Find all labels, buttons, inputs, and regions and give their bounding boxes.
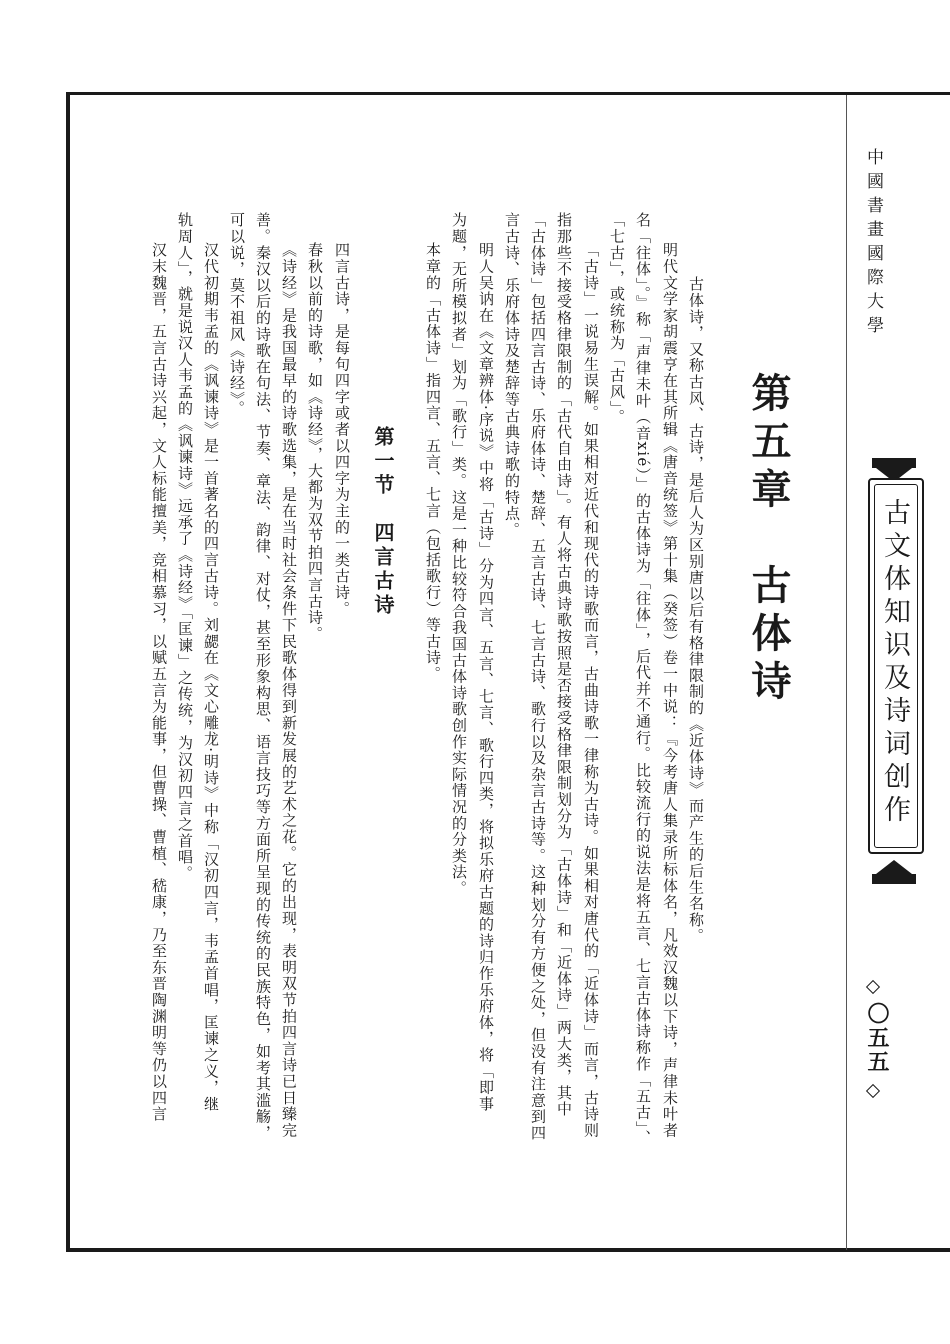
- section-title: 第一节 四言古诗: [371, 426, 395, 618]
- title-banner-top-bar: [872, 458, 916, 468]
- body-column: 汉末魏晋，五言古诗兴起，文人标能擅美，竞相慕习，以赋五言为能事，但曹操、曹植、嵇康，乃至东晋陶渊明等仍以四言: [150, 242, 168, 1123]
- body-column: 「古体诗」包括四言古诗、乐府体诗、楚辞、五言古诗、七言古诗、歌行以及杂言古诗等。这种划分有方便之处，但没有注意到四: [529, 212, 547, 1142]
- chapter-title: 第五章 古体诗: [745, 372, 792, 708]
- body-column: 指那些不接受格律限制的「古代自由诗」。有人将古典诗歌按照是否接受格律限制划分为「古体诗」和「近体诗」两大类，其中: [555, 212, 573, 1118]
- page-number: 〇五五: [864, 1002, 890, 1074]
- title-banner-bottom-bar: [872, 874, 916, 884]
- body-column: 「古诗」一说易生误解。如果相对近代和现代的诗歌而言，古曲诗歌一律称为古诗。如果相对唐代的「近体诗」而言，古诗则: [582, 242, 600, 1139]
- body-column: 为题，无所模拟者」划为「歌行」类。这是一种比较符合我国古体诗歌创作实际情况的分类法。: [450, 212, 468, 897]
- body-column: 汉代初期韦孟的《讽谏诗》是一首著名的四言古诗。刘勰在《文心雕龙·明诗》中称「汉初四言，韦孟首唱，匡谏之义，继: [202, 242, 220, 1112]
- sidebar-divider: [846, 95, 847, 1250]
- body-column: 善。秦汉以后的诗歌在句法、节奏、章法、韵律、对仗，甚至形象构思、语言技巧等方面所呈现的传统的民族特色，如考其滥觞，: [254, 212, 272, 1142]
- body-column: 明人吴讷在《文章辨体·序说》中将「古诗」分为四言、五言、七言、歌行四类，将拟乐府古题的诗归作乐府体，将「即事: [477, 242, 495, 1112]
- body-column: 春秋以前的诗歌，如《诗经》，大都为双节拍四言古诗。: [306, 242, 324, 642]
- body-column: 本章的「古体诗」指四言、五言、七言（包括歌行）等古诗。: [424, 242, 442, 683]
- body-column: 「七古」，或统称为「古风」。: [608, 212, 626, 426]
- body-column: 四言古诗，是每句四字或者以四字为主的一类古诗。: [333, 242, 351, 617]
- body-column: 轨周人」，就是说汉人韦孟的《讽谏诗》远承了《诗经》「匡谏」之传统，为汉初四言之首唱。: [176, 212, 194, 882]
- body-column: 言古诗、乐府体诗及楚辞等古典诗歌的特点。: [503, 212, 521, 538]
- body-column: 可以说，莫不祖风《诗经》。: [228, 212, 246, 417]
- series-title: 中國書畫國際大學: [863, 148, 883, 340]
- body-column: 明代文学家胡震亨在其所辑《唐音统签》第十集（癸签）卷一中说：『今考唐人集录所标体名，凡效汉魏以下诗，声律未叶者: [661, 242, 679, 1139]
- book-title: 古文体知识及诗词创作: [879, 498, 910, 828]
- body-column: 古体诗，又称古风、古诗，是后人为区别唐以后有格律限制的《近体诗》而产生的后生名称。: [687, 276, 705, 945]
- body-column: 名「往体」。』称「声律未叶（音xié）」的古体诗为「往体」，后代并不通行。比较流行的说法是将五言、七言古体诗称作「五古」、: [634, 212, 652, 1146]
- body-column: 《诗经》是我国最早的诗歌选集，是在当时社会条件下民歌体得到新发展的艺术之花。它的出现，表明双节拍四言诗已日臻完: [280, 242, 298, 1139]
- title-banner-bottom-ornament: [876, 860, 912, 874]
